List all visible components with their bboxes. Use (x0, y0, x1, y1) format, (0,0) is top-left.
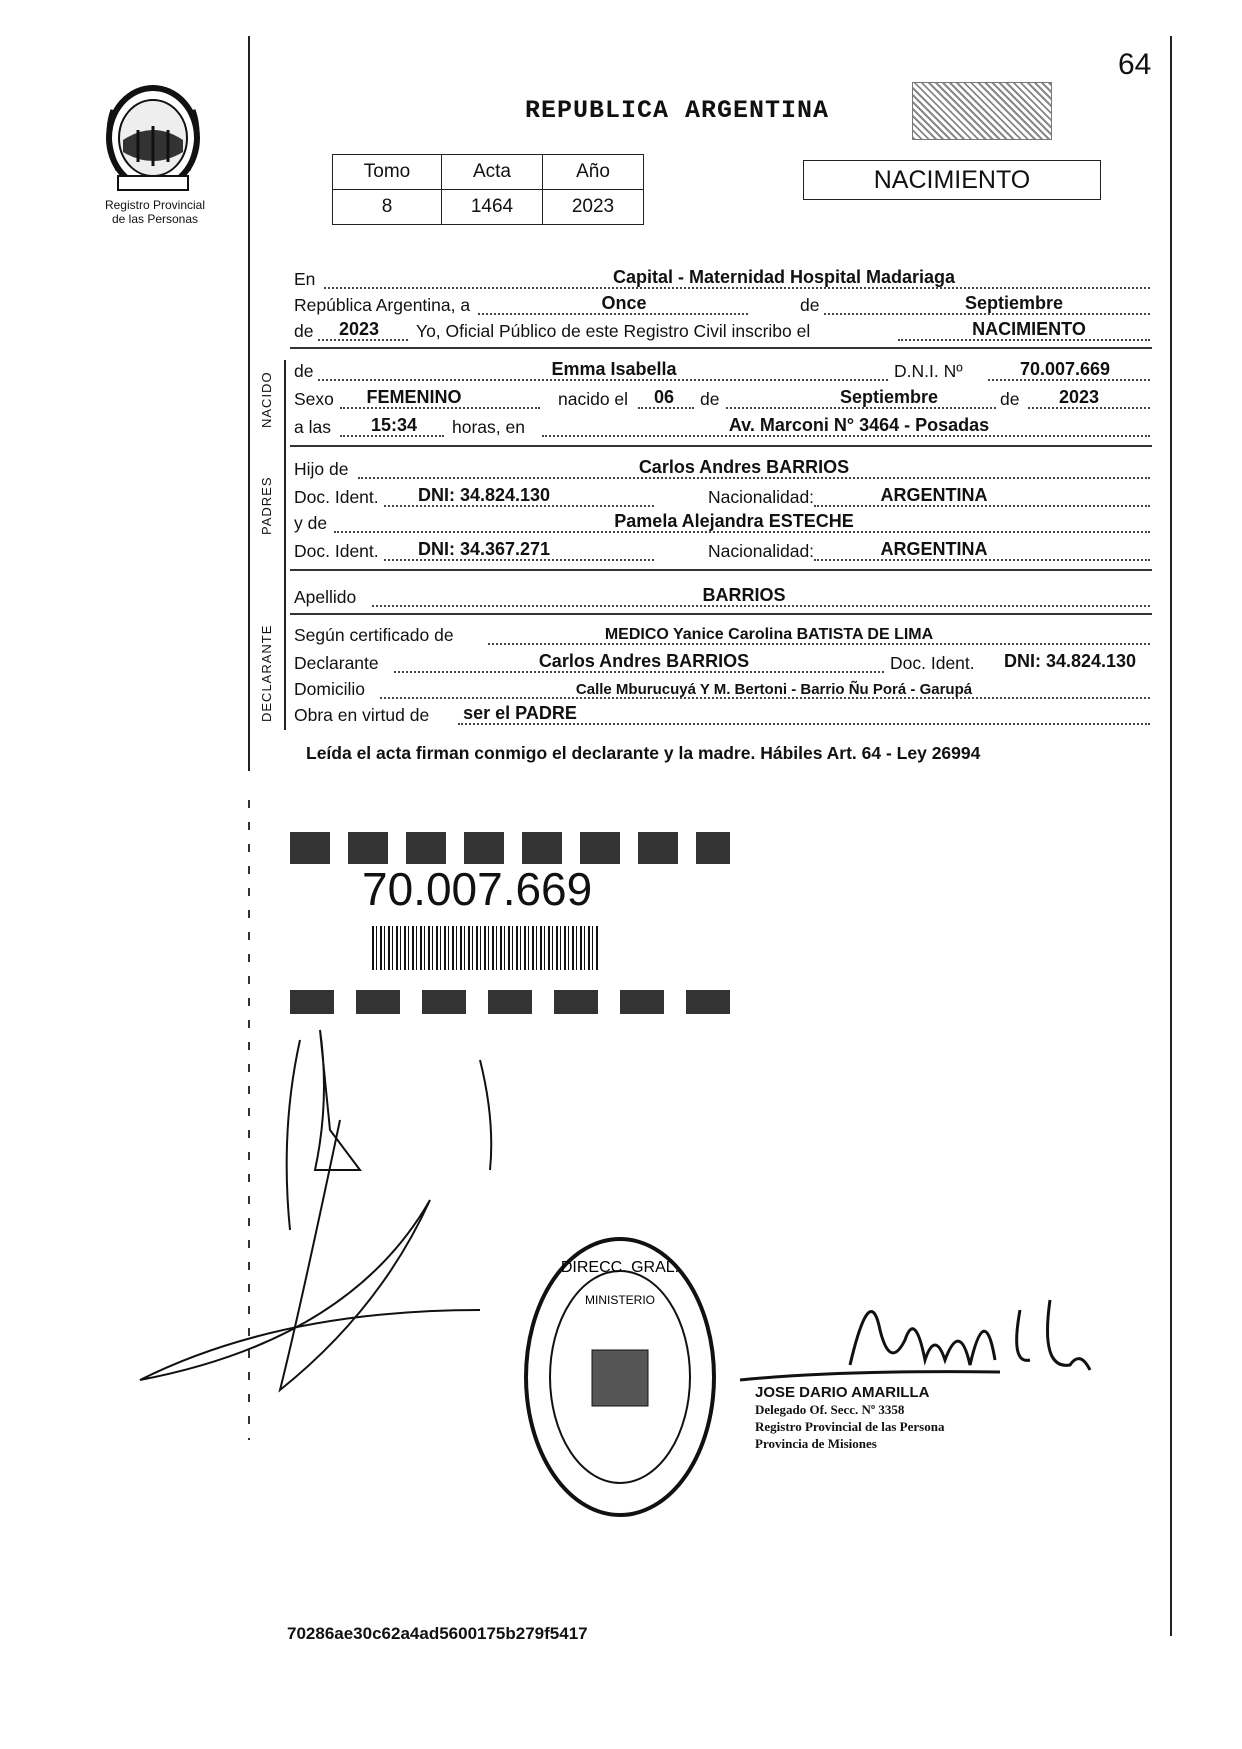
domicilio-nac-value: Av. Marconi N° 3464 - Posadas (728, 415, 990, 435)
closing-statement: Leída el acta firman conmigo el declarante y la madre. Hábiles Art. 64 - Ley 26994 (306, 743, 981, 763)
separator (290, 347, 1152, 349)
sexo-label: Sexo (294, 389, 334, 409)
official-name: JOSE DARIO AMARILLA (755, 1384, 930, 1401)
signature-left (100, 1010, 520, 1430)
obra-label: Obra en virtud de (294, 705, 430, 725)
seal-outer-text: DIRECC. GRAL. (560, 1259, 680, 1276)
value-tomo: 8 (333, 190, 442, 225)
nombre-value: Emma Isabella (551, 359, 677, 379)
padre-dni-value: DNI: 34.824.130 (417, 485, 551, 505)
dia-value: Once (601, 293, 647, 313)
row-sexo (294, 386, 1150, 412)
padre-nac-value: ARGENTINA (880, 485, 988, 505)
inscribo-label: Yo, Oficial Público de este Registro Civil inscribo el (416, 321, 811, 341)
nac2-label: Nacionalidad: (708, 541, 815, 561)
inscribo-value: NACIMIENTO (972, 319, 1086, 339)
declarante-value: Carlos Andres BARRIOS (538, 651, 750, 671)
official-line4: Provincia de Misiones (755, 1436, 877, 1451)
row-declarante (294, 650, 1150, 676)
de4-label: de (700, 389, 720, 409)
row-apellido (294, 584, 1150, 610)
row-madre-doc (294, 538, 1150, 564)
logo-caption-line1: Registro Provincial (104, 198, 206, 212)
mes-value: Septiembre (964, 293, 1064, 313)
hora-value: 15:34 (370, 415, 418, 435)
dni-label: D.N.I. Nº (894, 361, 963, 381)
de2-label: de (294, 321, 314, 341)
province-logo (98, 80, 208, 196)
barcode-number: 70.007.669 (362, 863, 593, 915)
hijo-label: Hijo de (294, 459, 349, 479)
de5-label: de (1000, 389, 1020, 409)
document-title: REPUBLICA ARGENTINA (525, 96, 830, 125)
row-lugar (294, 266, 1150, 292)
label-nacido: NACIDO (259, 371, 274, 428)
official-block (755, 1384, 944, 1452)
value-anio: 2023 (543, 190, 644, 225)
header-acta: Acta (442, 155, 543, 190)
header-anio: Año (543, 155, 644, 190)
alas-label: a las (294, 417, 331, 437)
nacido-label: nacido el (558, 389, 629, 409)
madre-nac-value: ARGENTINA (880, 539, 988, 559)
document-hash: 70286ae30c62a4ad5600175b279f5417 (287, 1624, 588, 1643)
de-label: de (800, 295, 820, 315)
row-padre-doc (294, 484, 1150, 510)
separator (290, 445, 1152, 447)
horas-label: horas, en (452, 417, 525, 437)
left-margin-line (248, 36, 250, 771)
apellido-label: Apellido (294, 587, 357, 607)
official-seal (520, 1232, 720, 1522)
official-line2: Delegado Of. Secc. Nº 3358 (755, 1402, 905, 1417)
row-domicilio (294, 676, 1150, 702)
page-number: 64 (1118, 48, 1152, 81)
doc3-label: Doc. Ident. (890, 653, 975, 673)
act-type-box: NACIMIENTO (803, 160, 1101, 200)
official-line3: Registro Provincial de las Persona (755, 1419, 945, 1434)
section-vline (284, 360, 286, 730)
row-fecha-inscripcion (294, 292, 1150, 318)
barcode-bars (372, 926, 598, 970)
obra-value: ser el PADRE (463, 703, 577, 723)
nac-dia-value: 06 (653, 387, 675, 407)
row-inscripcion (294, 318, 1150, 344)
label-padres: PADRES (259, 476, 274, 535)
declarante-label: Declarante (294, 653, 379, 673)
yde-label: y de (294, 513, 328, 533)
registry-table (332, 154, 644, 225)
security-stamp (912, 82, 1052, 140)
domicilio-label: Domicilio (294, 679, 365, 699)
logo-caption-line2: de las Personas (111, 212, 199, 226)
barcode-pattern-top (290, 832, 730, 864)
nac-mes-value: Septiembre (839, 387, 939, 407)
madre-value: Pamela Alejandra ESTECHE (614, 511, 854, 531)
de3-label: de (294, 361, 314, 381)
doc-label: Doc. Ident. (294, 487, 379, 507)
declarante-dni-value: DNI: 34.824.130 (1003, 651, 1137, 671)
doc2-label: Doc. Ident. (294, 541, 379, 561)
nac-label: Nacionalidad: (708, 487, 815, 507)
certificado-label: Según certificado de (294, 625, 454, 645)
nac-anio-value: 2023 (1058, 387, 1100, 407)
lugar-value: Capital - Maternidad Hospital Madariaga (612, 267, 956, 287)
en-label: En (294, 269, 316, 289)
apellido-value: BARRIOS (702, 585, 786, 605)
rep-label: República Argentina, a (294, 295, 471, 315)
right-margin-line (1170, 36, 1172, 1636)
row-madre (294, 510, 1150, 536)
anio-value: 2023 (338, 319, 380, 339)
separator (290, 613, 1152, 615)
label-declarante: DECLARANTE (259, 624, 274, 722)
seal-inner-text: MINISTERIO (584, 1293, 656, 1307)
row-hora-lugar (294, 414, 1150, 440)
header-tomo: Tomo (333, 155, 442, 190)
logo-caption (80, 198, 230, 226)
dni-value: 70.007.669 (1019, 359, 1111, 379)
sexo-value: FEMENINO (366, 387, 462, 407)
padre-value: Carlos Andres BARRIOS (638, 457, 850, 477)
row-certificado (294, 622, 1150, 648)
certificado-value: MEDICO Yanice Carolina BATISTA DE LIMA (604, 626, 934, 643)
row-padre (294, 456, 1150, 482)
row-obra (294, 702, 1150, 728)
value-acta: 1464 (442, 190, 543, 225)
madre-dni-value: DNI: 34.367.271 (417, 539, 551, 559)
domicilio-value: Calle Mburucuyá Y M. Bertoni - Barrio Ñu Porá - Garupá (575, 681, 973, 698)
row-nombre (294, 358, 1150, 384)
separator (290, 569, 1152, 571)
